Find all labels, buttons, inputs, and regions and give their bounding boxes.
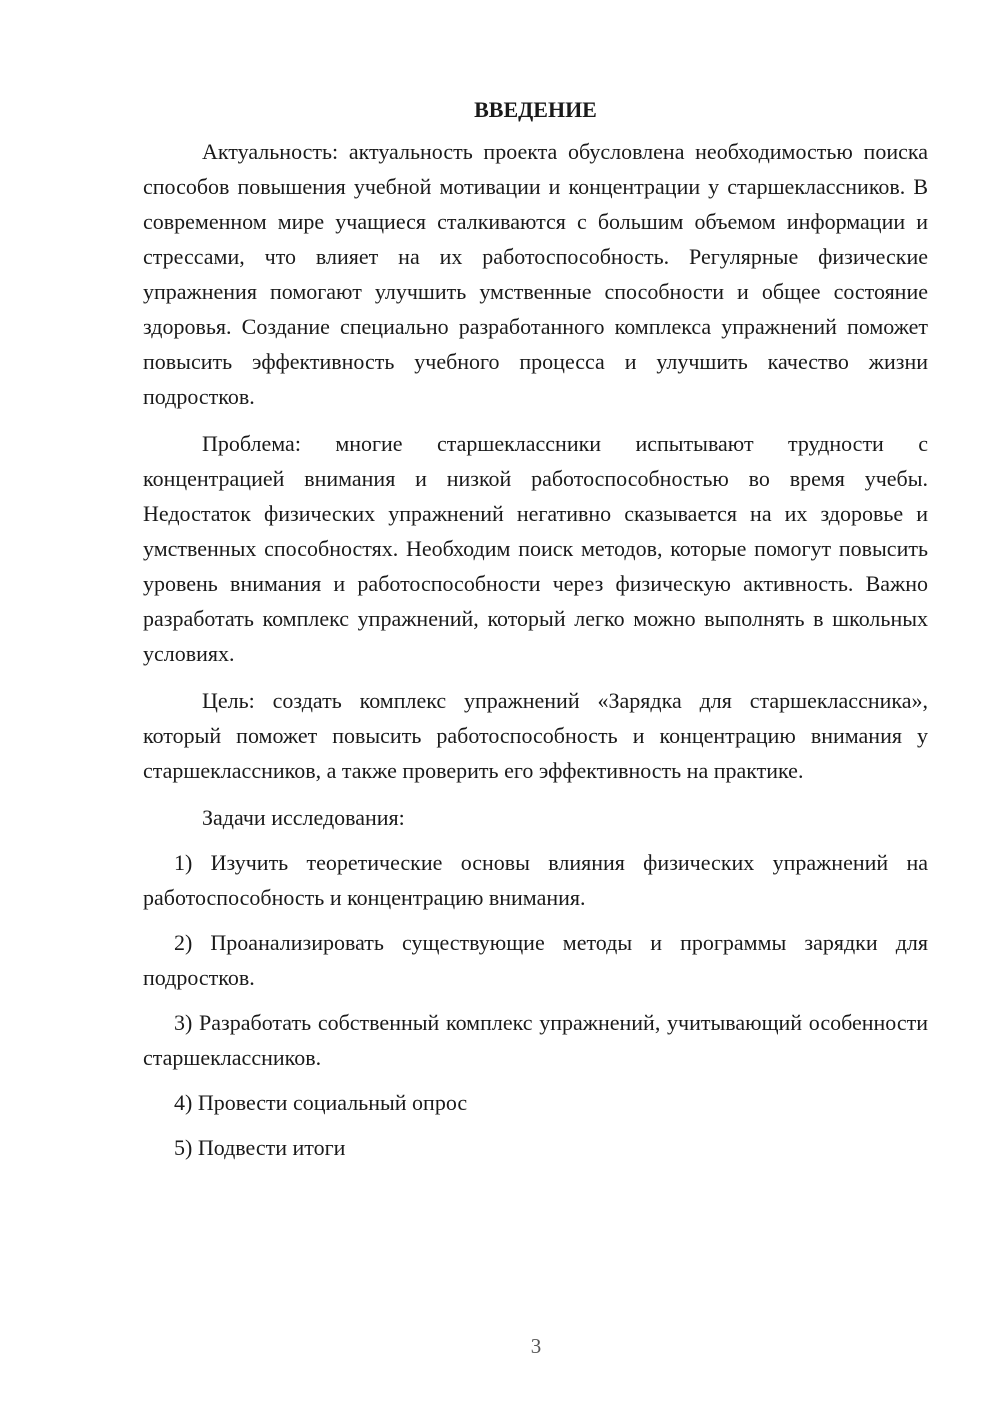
task-item-4: 4) Провести социальный опрос [174,1090,468,1115]
page-number: 3 [530,1334,542,1358]
task-item-3: 3) Разработать собственный комплекс упражнений, учитывающий особенности старшеклассников. [143,1010,928,1070]
tasks-heading: Задачи исследования: [202,805,405,830]
section-title: ВВЕДЕНИЕ [474,97,597,122]
paragraph-goal: Цель: создать комплекс упражнений «Зарядка для старшеклассника», который поможет повысить работоспособность и концентрацию внимания у старшеклассников, а также проверить его эффективность на практике. [143,688,928,783]
paragraph-problem: Проблема: многие старшеклассники испытывают трудности с концентрацией внимания и низкой работоспособностью во время учебы. Недостаток физических упражнений негативно сказывается на их здоровье и умственных способностях. Необходим поиск методов, которые помогут повысить уровень внимания и работоспособности через физическую активность. Важно разработать комплекс упражнений, который легко можно выполнять в школьных условиях. [143,431,928,666]
paragraph-relevance: Актуальность: актуальность проекта обусловлена необходимостью поиска способов повышения учебной мотивации и концентрации у старшеклассников. В современном мире учащиеся сталкиваются с большим объемом информации и стрессами, что влияет на их работоспособность. Регулярные физические упражнения помогают улучшить умственные способности и общее состояние здоровья. Создание специально разработанного комплекса упражнений поможет повысить эффективность учебного процесса и улучшить качество жизни подростков. [143,139,928,409]
page-content [143,92,928,1165]
task-item-1: 1) Изучить теоретические основы влияния физических упражнений на работоспособность и концентрацию внимания. [143,850,928,910]
task-item-2: 2) Проанализировать существующие методы и программы зарядки для подростков. [143,930,928,990]
task-item-5: 5) Подвести итоги [174,1135,346,1160]
